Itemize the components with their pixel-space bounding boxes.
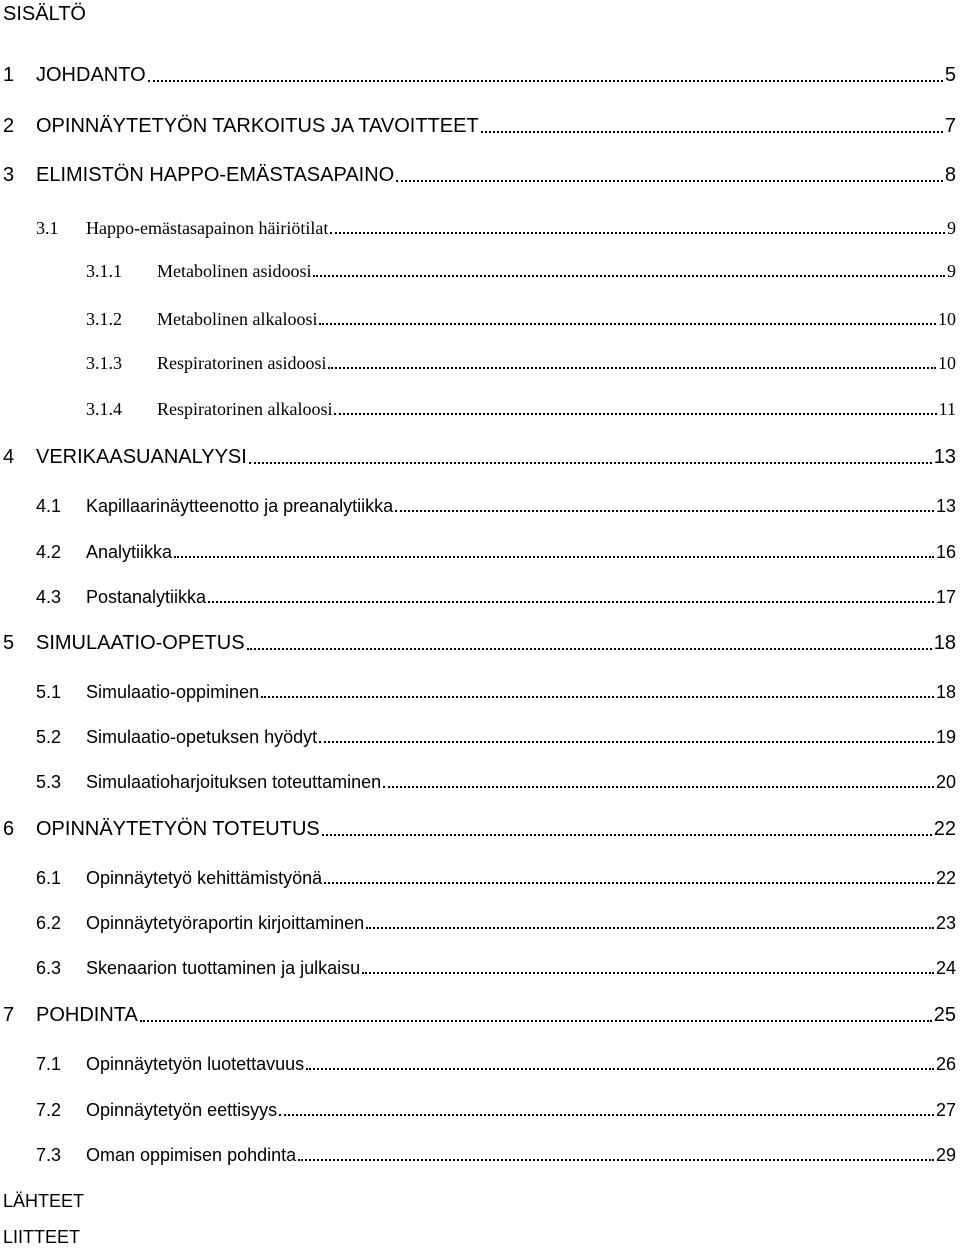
dot-leader [334,413,936,415]
toc-entry-page: 18 [933,632,956,654]
toc-entry-title: Opinnäytetyön luotettavuus [86,1054,305,1074]
toc-entry-title: OPINNÄYTETYÖN TOTEUTUS [36,818,320,840]
toc-entry-page: 10 [938,309,956,329]
toc-entry-title: Simulaatio-opetuksen hyödyt [86,727,318,747]
dot-leader [247,648,932,650]
toc-entry-number: 4.2 [36,542,62,562]
toc-entry-title: SIMULAATIO-OPETUS [36,632,245,654]
toc-entry-number: 7.3 [36,1145,62,1165]
toc-entry-title: POHDINTA [36,1004,138,1026]
toc-entry-4-1 [36,492,956,518]
toc-entry-page: 9 [947,218,956,238]
toc-entry-title: Opinnäytetyöraportin kirjoittaminen [86,913,365,933]
toc-entry-6-1 [36,864,956,890]
toc-entry-page: 13 [933,446,956,468]
toc-entry-number: 5.2 [36,727,62,747]
toc-entry-4 [3,444,956,470]
toc-entry-7 [3,1002,956,1028]
toc-entry-1 [3,62,956,88]
toc-entry-page: 18 [935,682,956,702]
toc-entry-number: 7 [3,1004,15,1026]
toc-entry-page: 13 [935,496,956,516]
toc-entry-page: 16 [935,542,956,562]
toc-entry-title: Respiratorinen alkaloosi [157,399,333,419]
toc-entry-number: 1 [3,64,15,86]
toc-entry-page: 10 [938,353,956,373]
toc-entry-title: Simulaatio-oppiminen [86,682,260,702]
toc-entry-number: 4 [3,446,15,468]
toc-entry-title: VERIKAASUANALYYSI [36,446,247,468]
toc-entry-page: 20 [935,772,956,792]
toc-entry-3-1 [36,214,956,240]
toc-entry-7-1 [36,1050,956,1076]
toc-entry-number: 3.1.4 [86,399,122,419]
toc-entry-page: 29 [935,1145,956,1165]
references-heading: LÄHTEET [3,1191,85,1211]
toc-entry-number: 3 [3,164,15,186]
toc-entry-number: 4.1 [36,496,62,516]
toc-entry-title: Respiratorinen asidoosi [157,353,327,373]
toc-entry-title: Skenaarion tuottaminen ja julkaisu [86,958,361,978]
toc-entry-title: Metabolinen asidoosi [157,261,312,281]
toc-entry-5 [3,630,956,656]
toc-entry-title: Opinnäytetyö kehittämistyönä [86,868,323,888]
toc-entry-title: Oman oppimisen pohdinta [86,1145,297,1165]
toc-entry-3-1-1 [86,257,956,283]
dot-leader [313,275,945,277]
toc-entry-number: 6 [3,818,15,840]
toc-entry-page: 23 [935,913,956,933]
toc-entry-number: 3.1 [36,218,59,238]
toc-entry-5-1 [36,678,956,704]
toc-entry-number: 6.1 [36,868,62,888]
dot-leader [148,80,943,82]
toc-entry-2 [3,113,956,139]
dot-leader [481,131,943,133]
attachments-heading: LIITTEET [3,1227,81,1247]
toc-entry-page: 22 [935,868,956,888]
dot-leader [306,1068,934,1070]
toc-entry-number: 5 [3,632,15,654]
dot-leader [249,462,932,464]
dot-leader [383,786,934,788]
toc-entry-3-1-3 [86,349,956,375]
toc-entry-4-2 [36,538,956,564]
toc-entry-6 [3,816,956,842]
toc-entry-page: 7 [944,115,956,137]
dot-leader [366,927,934,929]
toc-entry-page: 24 [935,958,956,978]
dot-leader [279,1114,934,1116]
toc-entry-page: 9 [947,261,956,281]
toc-entry-title: OPINNÄYTETYÖN TARKOITUS JA TAVOITTEET [36,115,479,137]
dot-leader [319,323,936,325]
dot-leader [396,180,943,182]
toc-entry-page: 11 [938,399,956,419]
toc-entry-number: 3.1.3 [86,353,122,373]
dot-leader [328,367,936,369]
toc-entry-number: 5.3 [36,772,62,792]
toc-entry-number: 7.1 [36,1054,62,1074]
toc-entry-3-1-4 [86,395,956,421]
toc-entry-5-2 [36,723,956,749]
toc-entry-page: 27 [935,1100,956,1120]
toc-entry-7-3 [36,1141,956,1167]
toc-entry-number: 6.2 [36,913,62,933]
dot-leader [322,834,932,836]
toc-entry-page: 8 [944,164,956,186]
toc-entry-number: 5.1 [36,682,62,702]
toc-entry-4-3 [36,583,956,609]
dot-leader [395,510,934,512]
toc-entry-page: 25 [933,1004,956,1026]
toc-entry-page: 17 [935,587,956,607]
dot-leader [330,232,945,234]
dot-leader [362,972,934,974]
toc-entry-6-3 [36,954,956,980]
toc-entry-number: 3.1.1 [86,261,122,281]
toc-entry-number: 4.3 [36,587,62,607]
toc-entry-title: Happo-emästasapainon häiriötilat [86,218,329,238]
dot-leader [140,1020,932,1022]
toc-entry-page: 19 [935,727,956,747]
toc-entry-7-2 [36,1096,956,1122]
toc-entry-3 [3,162,956,188]
toc-entry-title: Postanalytiikka [86,587,207,607]
toc-entry-number: 3.1.2 [86,309,122,329]
toc-entry-5-3 [36,768,956,794]
toc-entry-3-1-2 [86,305,956,331]
toc-entry-title: Kapillaarinäytteenotto ja preanalytiikka [86,496,394,516]
dot-leader [174,556,934,558]
dot-leader [319,741,934,743]
toc-entry-title: Opinnäytetyön eettisyys [86,1100,278,1120]
toc-entry-page: 26 [935,1054,956,1074]
toc-entry-6-2 [36,909,956,935]
toc-heading: SISÄLTÖ [3,3,86,25]
toc-entry-title: ELIMISTÖN HAPPO-EMÄSTASAPAINO [36,164,395,186]
dot-leader [261,696,934,698]
toc-entry-page: 5 [944,64,956,86]
toc-entry-title: Analytiikka [86,542,173,562]
toc-entry-page: 22 [933,818,956,840]
dot-leader [324,882,934,884]
dot-leader [298,1159,934,1161]
toc-entry-title: Metabolinen alkaloosi [157,309,318,329]
toc-entry-number: 6.3 [36,958,62,978]
toc-entry-title: Simulaatioharjoituksen toteuttaminen [86,772,382,792]
toc-entry-number: 7.2 [36,1100,62,1120]
toc-entry-number: 2 [3,115,15,137]
dot-leader [208,601,934,603]
toc-entry-title: JOHDANTO [36,64,146,86]
